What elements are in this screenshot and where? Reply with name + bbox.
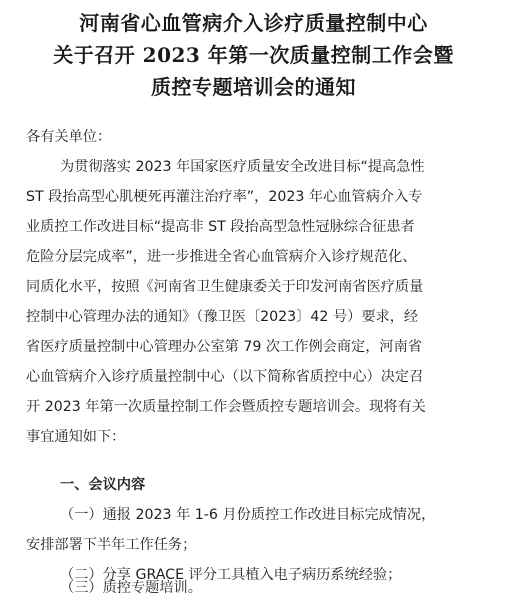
paragraph-line-1: 为贯彻落实 2023 年国家医疗质量安全改进目标“提高急性: [60, 159, 425, 175]
section-item-1: （一）通报 2023 年 1-6 月份质控工作改进目标完成情况，: [60, 507, 436, 523]
paragraph-line-10: 事宜通知如下：: [26, 429, 126, 445]
paragraph-line-9: 开 2023 年第一次质量控制工作会暨质控专题培训会。现将有关: [26, 399, 426, 415]
paragraph-line-2: ST 段抬高型心肌梗死再灌注治疗率”，2023 年心血管病介入专: [26, 189, 423, 205]
section-item-3: （三）质控专题培训。: [60, 580, 202, 596]
salutation: 各有关单位：: [26, 129, 112, 145]
title-line-3: 质控专题培训会的通知: [151, 75, 356, 99]
section-heading-meeting-content: 一、会议内容: [60, 477, 146, 493]
paragraph-line-5: 同质化水平，按照《河南省卫生健康委关于印发河南省医疗质量: [26, 279, 424, 295]
title-line-1: 河南省心血管病介入诊疗质量控制中心: [79, 11, 428, 35]
paragraph-line-6: 控制中心管理办法的通知》（豫卫医〔2023〕42 号）要求，经: [26, 309, 419, 325]
paragraph-line-3: 业质控工作改进目标“提高非 ST 段抬高型急性冠脉综合征患者: [26, 219, 415, 235]
paragraph-line-7: 省医疗质量控制中心管理办公室第 79 次工作例会商定，河南省: [26, 339, 422, 355]
section-item-2: （二）分享 GRACE 评分工具植入电子病历系统经验；: [60, 567, 402, 583]
paragraph-line-8: 心血管病介入诊疗质量控制中心（以下简称省质控中心）决定召: [26, 369, 424, 385]
paragraph-line-4: 危险分层完成率”，进一步推进全省心血管病介入诊疗规范化、: [26, 249, 417, 265]
title-line-2: 关于召开 2023 年第一次质量控制工作会暨: [53, 43, 454, 67]
section-item-1-continued: 安排部署下半年工作任务；: [26, 537, 197, 553]
